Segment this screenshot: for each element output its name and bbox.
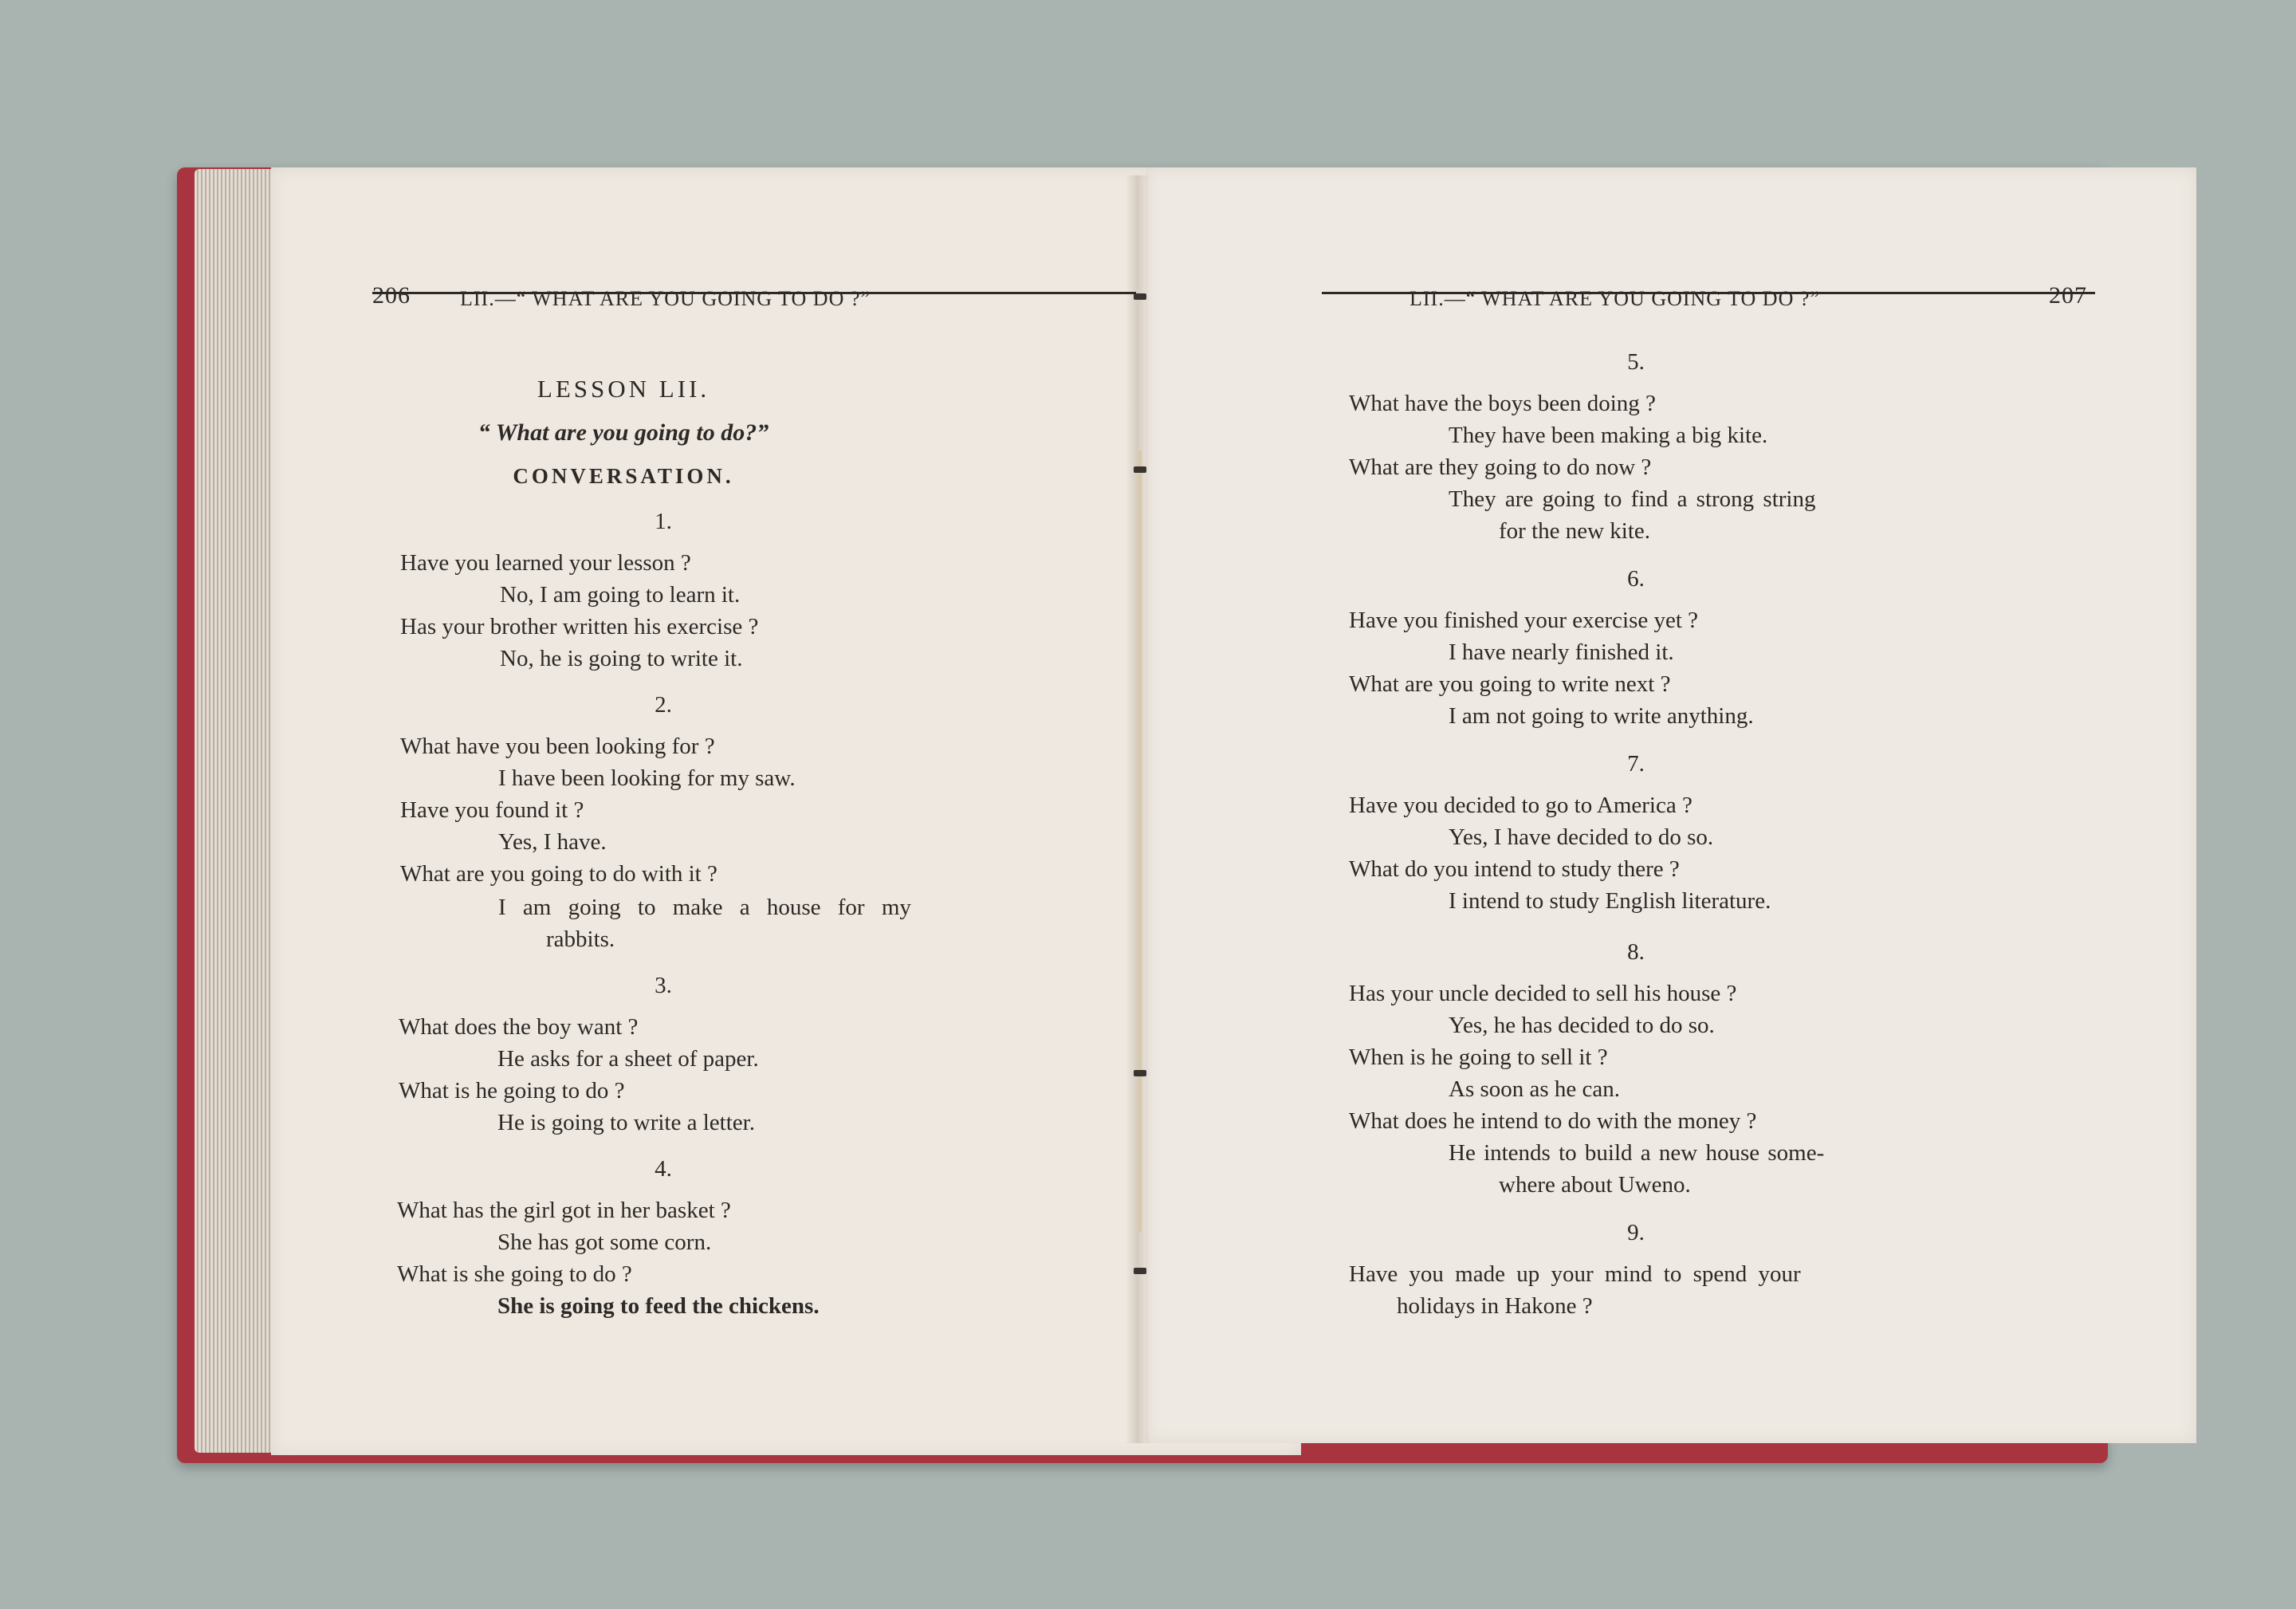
binding-thread xyxy=(1138,450,1142,1232)
lesson-title: LESSON LII. xyxy=(537,375,710,403)
text-line: He is going to write a letter. xyxy=(497,1110,755,1135)
text-line: No, he is going to write it. xyxy=(500,646,743,671)
text-line: I intend to study English literature. xyxy=(1449,888,1771,914)
running-head-right xyxy=(1322,282,2095,310)
text-line: Has your brother written his exercise ? xyxy=(400,614,759,639)
text-line: When is he going to sell it ? xyxy=(1349,1044,1608,1070)
text-line: Have you found it ? xyxy=(400,797,584,823)
text-line: Have you learned your lesson ? xyxy=(400,550,691,576)
text-line: Yes, I have. xyxy=(498,829,607,855)
text-line: Has your uncle decided to sell his house ? xyxy=(1349,981,1737,1006)
running-head-text: LII.—“ WHAT ARE YOU GOING TO DO ?” xyxy=(460,287,871,310)
running-head-text: LII.—“ WHAT ARE YOU GOING TO DO ?” xyxy=(1409,287,1820,310)
text-line: What have you been looking for ? xyxy=(400,734,715,759)
text-line: I am not going to write anything. xyxy=(1449,703,1754,729)
text-line: where about Uweno. xyxy=(1499,1172,1691,1198)
text-line: As soon as he can. xyxy=(1449,1076,1621,1102)
text-line: I have nearly finished it. xyxy=(1449,639,1674,665)
binding-stitch xyxy=(1134,466,1146,473)
book-gutter xyxy=(1126,175,1150,1443)
text-line: He intends to build a new house some- xyxy=(1449,1140,1825,1166)
text-line: No, I am going to learn it. xyxy=(500,582,741,608)
page-number: 206 xyxy=(372,282,411,309)
exercise-number: 9. xyxy=(1627,1220,1645,1245)
text-line: Yes, he has decided to do so. xyxy=(1449,1013,1715,1038)
text-line: She has got some corn. xyxy=(497,1229,712,1255)
text-line: They are going to find a strong string xyxy=(1449,486,1816,512)
text-line: What is he going to do ? xyxy=(399,1078,625,1103)
text-line: Yes, I have decided to do so. xyxy=(1449,824,1714,850)
text-line: What have the boys been doing ? xyxy=(1349,391,1656,416)
text-line: He asks for a sheet of paper. xyxy=(497,1046,759,1072)
text-line: What are you going to do with it ? xyxy=(400,861,718,887)
text-line: What has the girl got in her basket ? xyxy=(397,1198,731,1223)
exercise-number: 1. xyxy=(655,509,672,534)
exercise-number: 6. xyxy=(1627,566,1645,592)
binding-stitch xyxy=(1134,1268,1146,1274)
text-line: What do you intend to study there ? xyxy=(1349,856,1680,882)
exercise-number: 3. xyxy=(655,973,672,998)
text-line: Have you made up your mind to spend your xyxy=(1349,1261,1801,1287)
text-line: What are they going to do now ? xyxy=(1349,454,1652,480)
binding-stitch xyxy=(1134,293,1146,300)
exercise-number: 2. xyxy=(655,692,672,718)
running-head-left xyxy=(372,282,1136,310)
exercise-number: 8. xyxy=(1627,939,1645,965)
text-line: Have you finished your exercise yet ? xyxy=(1349,608,1699,633)
text-line: What is she going to do ? xyxy=(397,1261,632,1287)
section-heading: CONVERSATION. xyxy=(513,464,734,488)
text-line: for the new kite. xyxy=(1499,518,1651,544)
text-line: What are you going to write next ? xyxy=(1349,671,1671,697)
lesson-subtitle: “ What are you going to do?” xyxy=(478,419,769,446)
open-book xyxy=(177,151,2108,1467)
binding-stitch xyxy=(1134,1070,1146,1076)
text-line: Have you decided to go to America ? xyxy=(1349,793,1693,818)
text-line: They have been making a big kite. xyxy=(1449,423,1768,448)
text-line: rabbits. xyxy=(546,926,615,952)
text-line: What does the boy want ? xyxy=(399,1014,639,1040)
text-line: What does he intend to do with the money ? xyxy=(1349,1108,1757,1134)
exercise-number: 7. xyxy=(1627,751,1645,777)
text-line: She is going to feed the chickens. xyxy=(497,1293,820,1319)
text-line: holidays in Hakone ? xyxy=(1397,1293,1593,1319)
text-line: I am going to make a house for my xyxy=(498,895,911,920)
exercise-number: 5. xyxy=(1627,349,1645,375)
exercise-number: 4. xyxy=(655,1156,672,1182)
text-line: I have been looking for my saw. xyxy=(498,765,796,791)
page-number: 207 xyxy=(2049,282,2087,309)
